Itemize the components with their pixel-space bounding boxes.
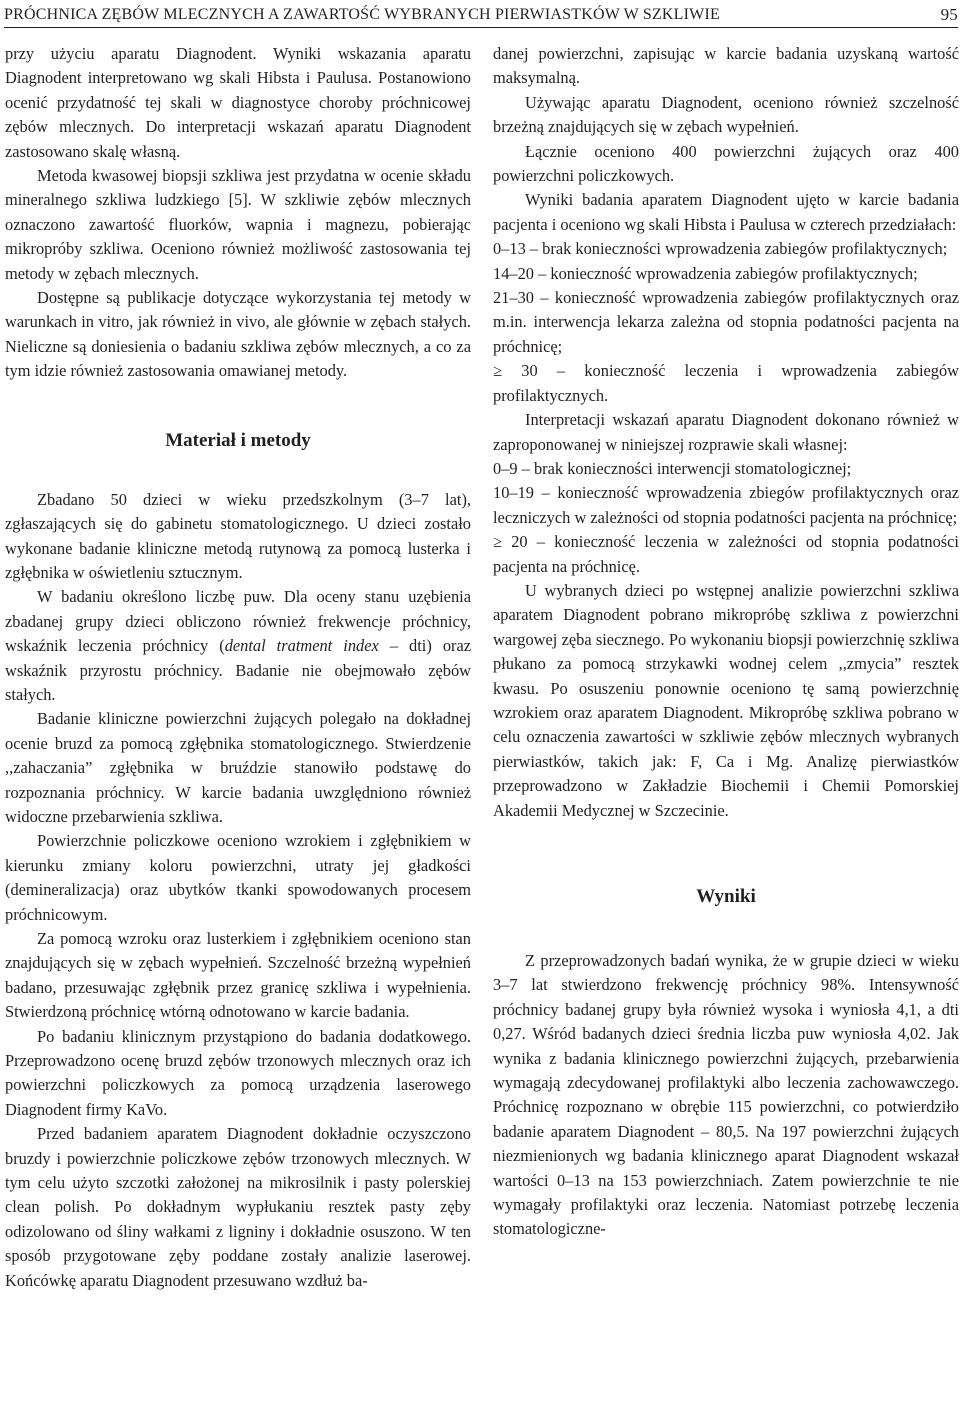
paragraph: Przed badaniem aparatem Diagnodent dokładnie oczyszczono bruzdy i powierzchnie policzkowe zębów trzonowych mlecznych. W tym celu użyto szczotki założonej na mikrosilnik i pasty polerskiej clean polish. Po dokładnym wypłukaniu resztek pasty zęby odizolowano od śliny wałkami z ligniny i dokładnie osuszono. W ten sposób przygotowane zęby poddane zostały analizie laserowej. Końcówkę aparatu Diagnodent przesuwano wzdłuż ba- — [5, 1124, 471, 1290]
scale-item: ≥ 30 – konieczność leczenia i wprowadzenia zabiegów profilaktycznych. — [493, 361, 959, 405]
scale-item: 0–13 – brak konieczności wprowadzenia zabiegów profilaktycznych; — [493, 239, 948, 259]
section-heading-methods: Materiał i metody — [165, 429, 311, 451]
paragraph: Łącznie oceniono 400 powierzchni żujących oraz 400 powierzchni policzkowych. — [493, 141, 959, 186]
paragraph: Metoda kwasowej biopsji szkliwa jest przydatna w ocenie składu mineralnego szkliwa ludzkiego [5]. W szkliwie zębów mlecznych oznaczono zawartość fluorków, wapnia i magnezu, pobierając mikropróby szkliwa. Oceniono również możliwość zastosowania tej metody w zębach mlecznych. — [5, 166, 471, 283]
paragraph: danej powierzchni, zapisując w karcie badania uzyskaną wartość maksymalną. — [493, 44, 959, 88]
paragraph-text: W badaniu określono liczbę puw. Dla oceny stanu uzębienia zbadanej grupy dzieci obliczono również frekwencje próchnicy, wskaźnik leczenia próchnicy ( — [5, 587, 471, 656]
paragraph: Używając aparatu Diagnodent, oceniono również szczelność brzeżną znajdujących się w zębach wypełnień. — [493, 92, 959, 137]
scale-item: 21–30 – konieczność wprowadzenia zabiegów profilaktycznych oraz m.in. interwencja lekarza zależna od stopnia podatności pacjenta na próchnicę; — [493, 288, 959, 356]
paragraph: przy użyciu aparatu Diagnodent. Wyniki wskazania aparatu Diagnodent interpretowano wg skali Hibsta i Paulusa. Postanowiono ocenić przydatność tej skali w diagnostyce choroby próchnicowej zębów mlecznych. Do interpretacji wskazań aparatu Diagnodent zastosowano skalę własną. — [5, 44, 471, 161]
scale-item: 10–19 – konieczność wprowadzenia zbiegów profilaktycznych oraz leczniczych w zależności od stopnia podatności pacjenta na próchnicę; — [493, 483, 959, 527]
paragraph: U wybranych dzieci po wstępnej analizie powierzchni szkliwa aparatem Diagnodent pobrano mikropróbę szkliwa z powierzchni wargowej zęba siecznego. Po wykonaniu biopsji powierzchnię szkliwa płukano za pomocą strzykawki wodnej celem ,,zmycia” resztek kwasu. Po osuszeniu ponownie oceniono tę samą powierzchnię wzrokiem oraz aparatem Diagnodent. Mikropróbę szkliwa pobrano w celu oznaczenia zawartości w szkliwie zębów mlecznych wybranych pierwiastków, takich jak: F, Ca i Mg. Analizę pierwiastków przeprowadzono w Zakładzie Biochemii i Chemii Pomorskiej Akademii Medycznej w Szczecinie. — [493, 580, 959, 820]
scale-item: ≥ 20 – konieczność leczenia w zależności od stopnia podatności pacjenta na próchnicę. — [493, 532, 959, 576]
running-title: PRÓCHNICA ZĘBÓW MLECZNYCH A ZAWARTOŚĆ WYBRANYCH PIERWIASTKÓW W SZKLIWIE — [4, 6, 720, 23]
scale-item: 0–9 – brak konieczności interwencji stomatologicznej; — [493, 458, 852, 478]
paragraph: Powierzchnie policzkowe oceniono wzrokiem i zgłębnikiem w kierunku zmiany koloru powierzchni, utraty jej gładkości (demineralizacja) oraz ubytków tkanki spowodowanych procesem próchnicowym. — [5, 831, 471, 924]
paragraph: Dostępne są publikacje dotyczące wykorzystania tej metody w warunkach in vitro, jak również in vivo, ale głównie w zębach stałych. Nieliczne są doniesienia o badaniu szkliwa zębów mlecznych, a co za tym idzie również zastosowania omawianej metody. — [5, 288, 471, 381]
paragraph — [5, 585, 471, 707]
paragraph: Po badaniu klinicznym przystąpiono do badania dodatkowego. Przeprowadzono ocenę bruzd zębów trzonowych mlecznych oraz ich powierzchni policzkowych za pomocą urządzenia laserowego Diagnodent firmy KaVo. — [5, 1026, 471, 1119]
left-column — [5, 42, 471, 1293]
italic-term: dental tratment index — [224, 636, 379, 656]
right-column — [493, 42, 959, 1242]
paragraph: Badanie kliniczne powierzchni żujących polegało na dokładnej ocenie bruzd za pomocą zgłębnika stomatologicznego. Stwierdzenie ,,zahaczania” zgłębnika w bruździe stanowiło podstawę do rozpoznania próchnicy. W karcie badania uwzględniono również widoczne przebarwienia szkliwa. — [5, 709, 471, 826]
section-heading-results: Wyniki — [696, 886, 756, 907]
paragraph: Wyniki badania aparatem Diagnodent ujęto w karcie badania pacjenta i oceniono wg skali Hibsta i Paulusa w czterech przedziałach: — [493, 190, 959, 234]
paragraph: Zbadano 50 dzieci w wieku przedszkolnym (3–7 lat), zgłaszających się do gabinetu stomatologicznego. U dzieci zostało wykonane badanie kliniczne metodą rutynową za pomocą lusterka i zgłębnika w oświetleniu sztucznym. — [5, 489, 471, 582]
scale-item: 14–20 – konieczność wprowadzenia zabiegów profilaktycznych; — [493, 263, 918, 283]
running-head — [4, 4, 958, 28]
page-number: 95 — [940, 5, 958, 24]
paragraph: Z przeprowadzonych badań wynika, że w grupie dzieci w wieku 3–7 lat stwierdzono frekwencję próchnicy 98%. Intensywność próchnicy badanej grupy była również wysoka i wyniosła 4,1, a dti 0,27. Wśród badanych dzieci średnia liczba puw wyniosła 4,02. Jak wynika z badania klinicznego powierzchni żujących, przebarwienia wymagają zdecydowanej profilaktyki albo leczenia zachowawczego. Próchnicę rozpoznano w obrębie 115 powierzchni, co potwierdziło badanie aparatem Diagnodent – 80,5. Na 197 powierzchni żujących niezmienionych wg badania klinicznego aparat Diagnodent wskazał wartości 0–13 na 153 powierzchniach. Zatem powierzchnie te nie wymagały profilaktyki oraz leczenia. Natomiast potrzebę leczenia stomatologiczne- — [493, 951, 959, 1239]
paragraph: Za pomocą wzroku oraz lusterkiem i zgłębnikiem oceniono stan znajdujących się w zębach wypełnień. Szczelność brzeżną wypełnień badano, przesuwając zgłębnik przez granicę szkliwa i wypełnienia. Stwierdzoną próchnicę wtórną odnotowano w karcie badania. — [5, 929, 471, 1022]
paragraph-text: – dti) oraz wskaźnik przyrostu próchnicy. Badanie nie obejmowało zębów stałych. — [5, 636, 472, 704]
paragraph: Interpretacji wskazań aparatu Diagnodent dokonano również w zaproponowanej w niniejszej rozprawie skali własnej: — [493, 410, 959, 454]
